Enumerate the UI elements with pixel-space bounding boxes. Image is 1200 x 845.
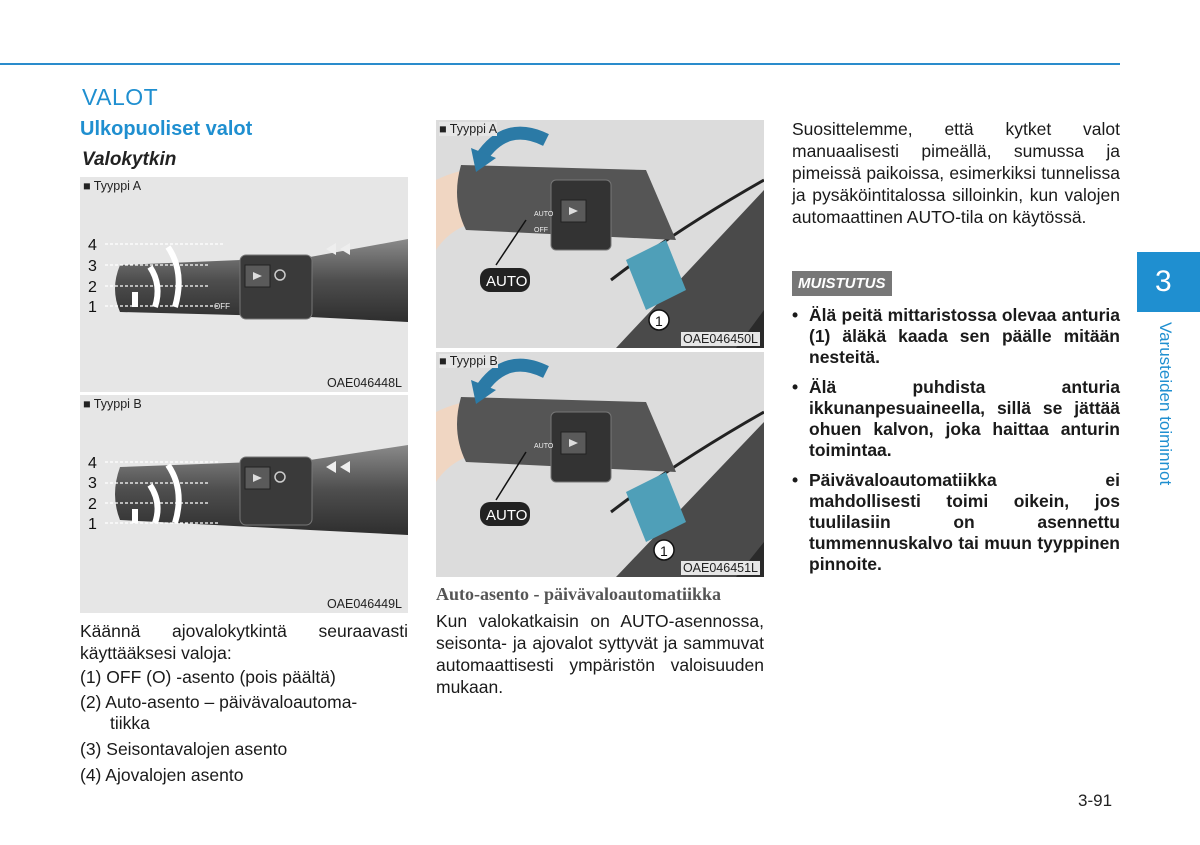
list-number: (2)	[80, 692, 102, 712]
list-text: Ajovalojen asento	[105, 765, 244, 785]
light-switch-illustration	[80, 177, 408, 392]
list-text: Auto-asento – päivävaloautoma-	[105, 692, 358, 712]
figure-type-a-stalk	[80, 177, 408, 392]
bullet-glyph: •	[792, 305, 799, 325]
section-title: VALOT	[82, 84, 159, 110]
figure-code: OAE046448L	[326, 376, 402, 390]
intro-paragraph: Käännä ajovalokytkintä seuraavasti käyttääksesi valoja:	[80, 621, 408, 663]
figure-label: ■ Tyyppi A	[439, 122, 498, 136]
auto-position-caption: Auto-asento - päivävaloautomatiikka	[436, 584, 722, 604]
bullet-glyph: •	[792, 377, 799, 397]
light-switch-illustration	[80, 395, 408, 613]
auto-callout: AUTO	[486, 273, 528, 290]
position-4-number: 4	[88, 455, 97, 472]
position-3-number: 3	[88, 258, 97, 275]
top-rule	[0, 63, 1120, 65]
notice-item	[792, 470, 1120, 575]
list-item	[80, 738, 287, 760]
notice-text: Päivävaloautomatiikka ei mahdollisesti toimi oikein, jos tuulilasiin on asennettu tummennuskalvo tai muun tyyppinen pinnoite.	[809, 470, 1120, 574]
position-2-number: 2	[88, 279, 97, 296]
notice-text: Älä peitä mittaristossa olevaa anturia (1) äläkä kaada sen päälle mitään nesteitä.	[809, 305, 1120, 367]
list-number: (3)	[80, 739, 102, 759]
list-item	[80, 764, 243, 786]
figure-label: ■ Tyyppi B	[83, 397, 142, 411]
list-number: (4)	[80, 765, 102, 785]
figure-label: ■ Tyyppi A	[83, 179, 142, 193]
recommendation-paragraph: Suosittelemme, että kytket valot manuaalisesti pimeällä, sumussa ja pimeissä paikoissa, esimerkiksi tunnelissa ja pysäköintitalossa silloinkin, kun valojen automaattinen AUTO-tila on käytössä.	[792, 119, 1120, 227]
auto-position-paragraph: Kun valokatkaisin on AUTO-asennossa, seisonta- ja ajovalot syttyvät ja sammuvat automaattisesti ympäristön valoisuuden mukaan.	[436, 611, 764, 697]
figure-code: OAE046449L	[326, 597, 402, 611]
list-item	[80, 666, 336, 688]
switch-auto-label: AUTO	[534, 211, 554, 218]
list-item	[80, 691, 357, 713]
switch-auto-label: AUTO	[534, 443, 554, 450]
auto-callout: AUTO	[486, 507, 528, 524]
bullet-glyph: •	[792, 470, 799, 490]
list-item-continuation: tiikka	[110, 713, 150, 733]
figure-type-b-auto	[436, 352, 764, 577]
switch-off-label: OFF	[534, 227, 548, 234]
chapter-number-tab: 3	[1137, 252, 1200, 312]
position-1-number: 1	[88, 299, 97, 316]
position-2-number: 2	[88, 496, 97, 513]
position-1-number: 1	[88, 516, 97, 533]
figure-type-a-auto	[436, 120, 764, 348]
position-4-number: 4	[88, 237, 97, 254]
auto-switch-illustration	[436, 352, 764, 577]
figure-code: OAE046450L	[682, 332, 758, 346]
figure-code: OAE046451L	[682, 561, 758, 575]
sensor-number: 1	[660, 543, 668, 559]
sensor-number: 1	[655, 313, 663, 329]
sub-subsection-title: Valokytkin	[82, 149, 177, 170]
notice-list	[792, 305, 1120, 584]
notice-text: Älä puhdista anturia ikkunanpesuaineella, sillä se jättää ohuen kalvon, joka haittaa anturin toimintaa.	[809, 377, 1120, 460]
chapter-title: Varusteiden toiminnot	[1156, 322, 1175, 486]
notice-item	[792, 377, 1120, 461]
figure-label: ■ Tyyppi B	[439, 354, 498, 368]
list-number: (1)	[80, 667, 102, 687]
notice-item	[792, 305, 1120, 368]
subsection-title: Ulkopuoliset valot	[80, 118, 253, 140]
page-number: 3-91	[1078, 791, 1113, 810]
list-text: Seisontavalojen asento	[106, 739, 288, 759]
list-text: OFF (O) -asento (pois päältä)	[106, 667, 336, 687]
auto-switch-illustration	[436, 120, 764, 348]
figure-type-b-stalk	[80, 395, 408, 613]
off-label: OFF	[214, 302, 230, 311]
notice-badge: MUISTUTUS	[792, 271, 892, 296]
position-3-number: 3	[88, 475, 97, 492]
